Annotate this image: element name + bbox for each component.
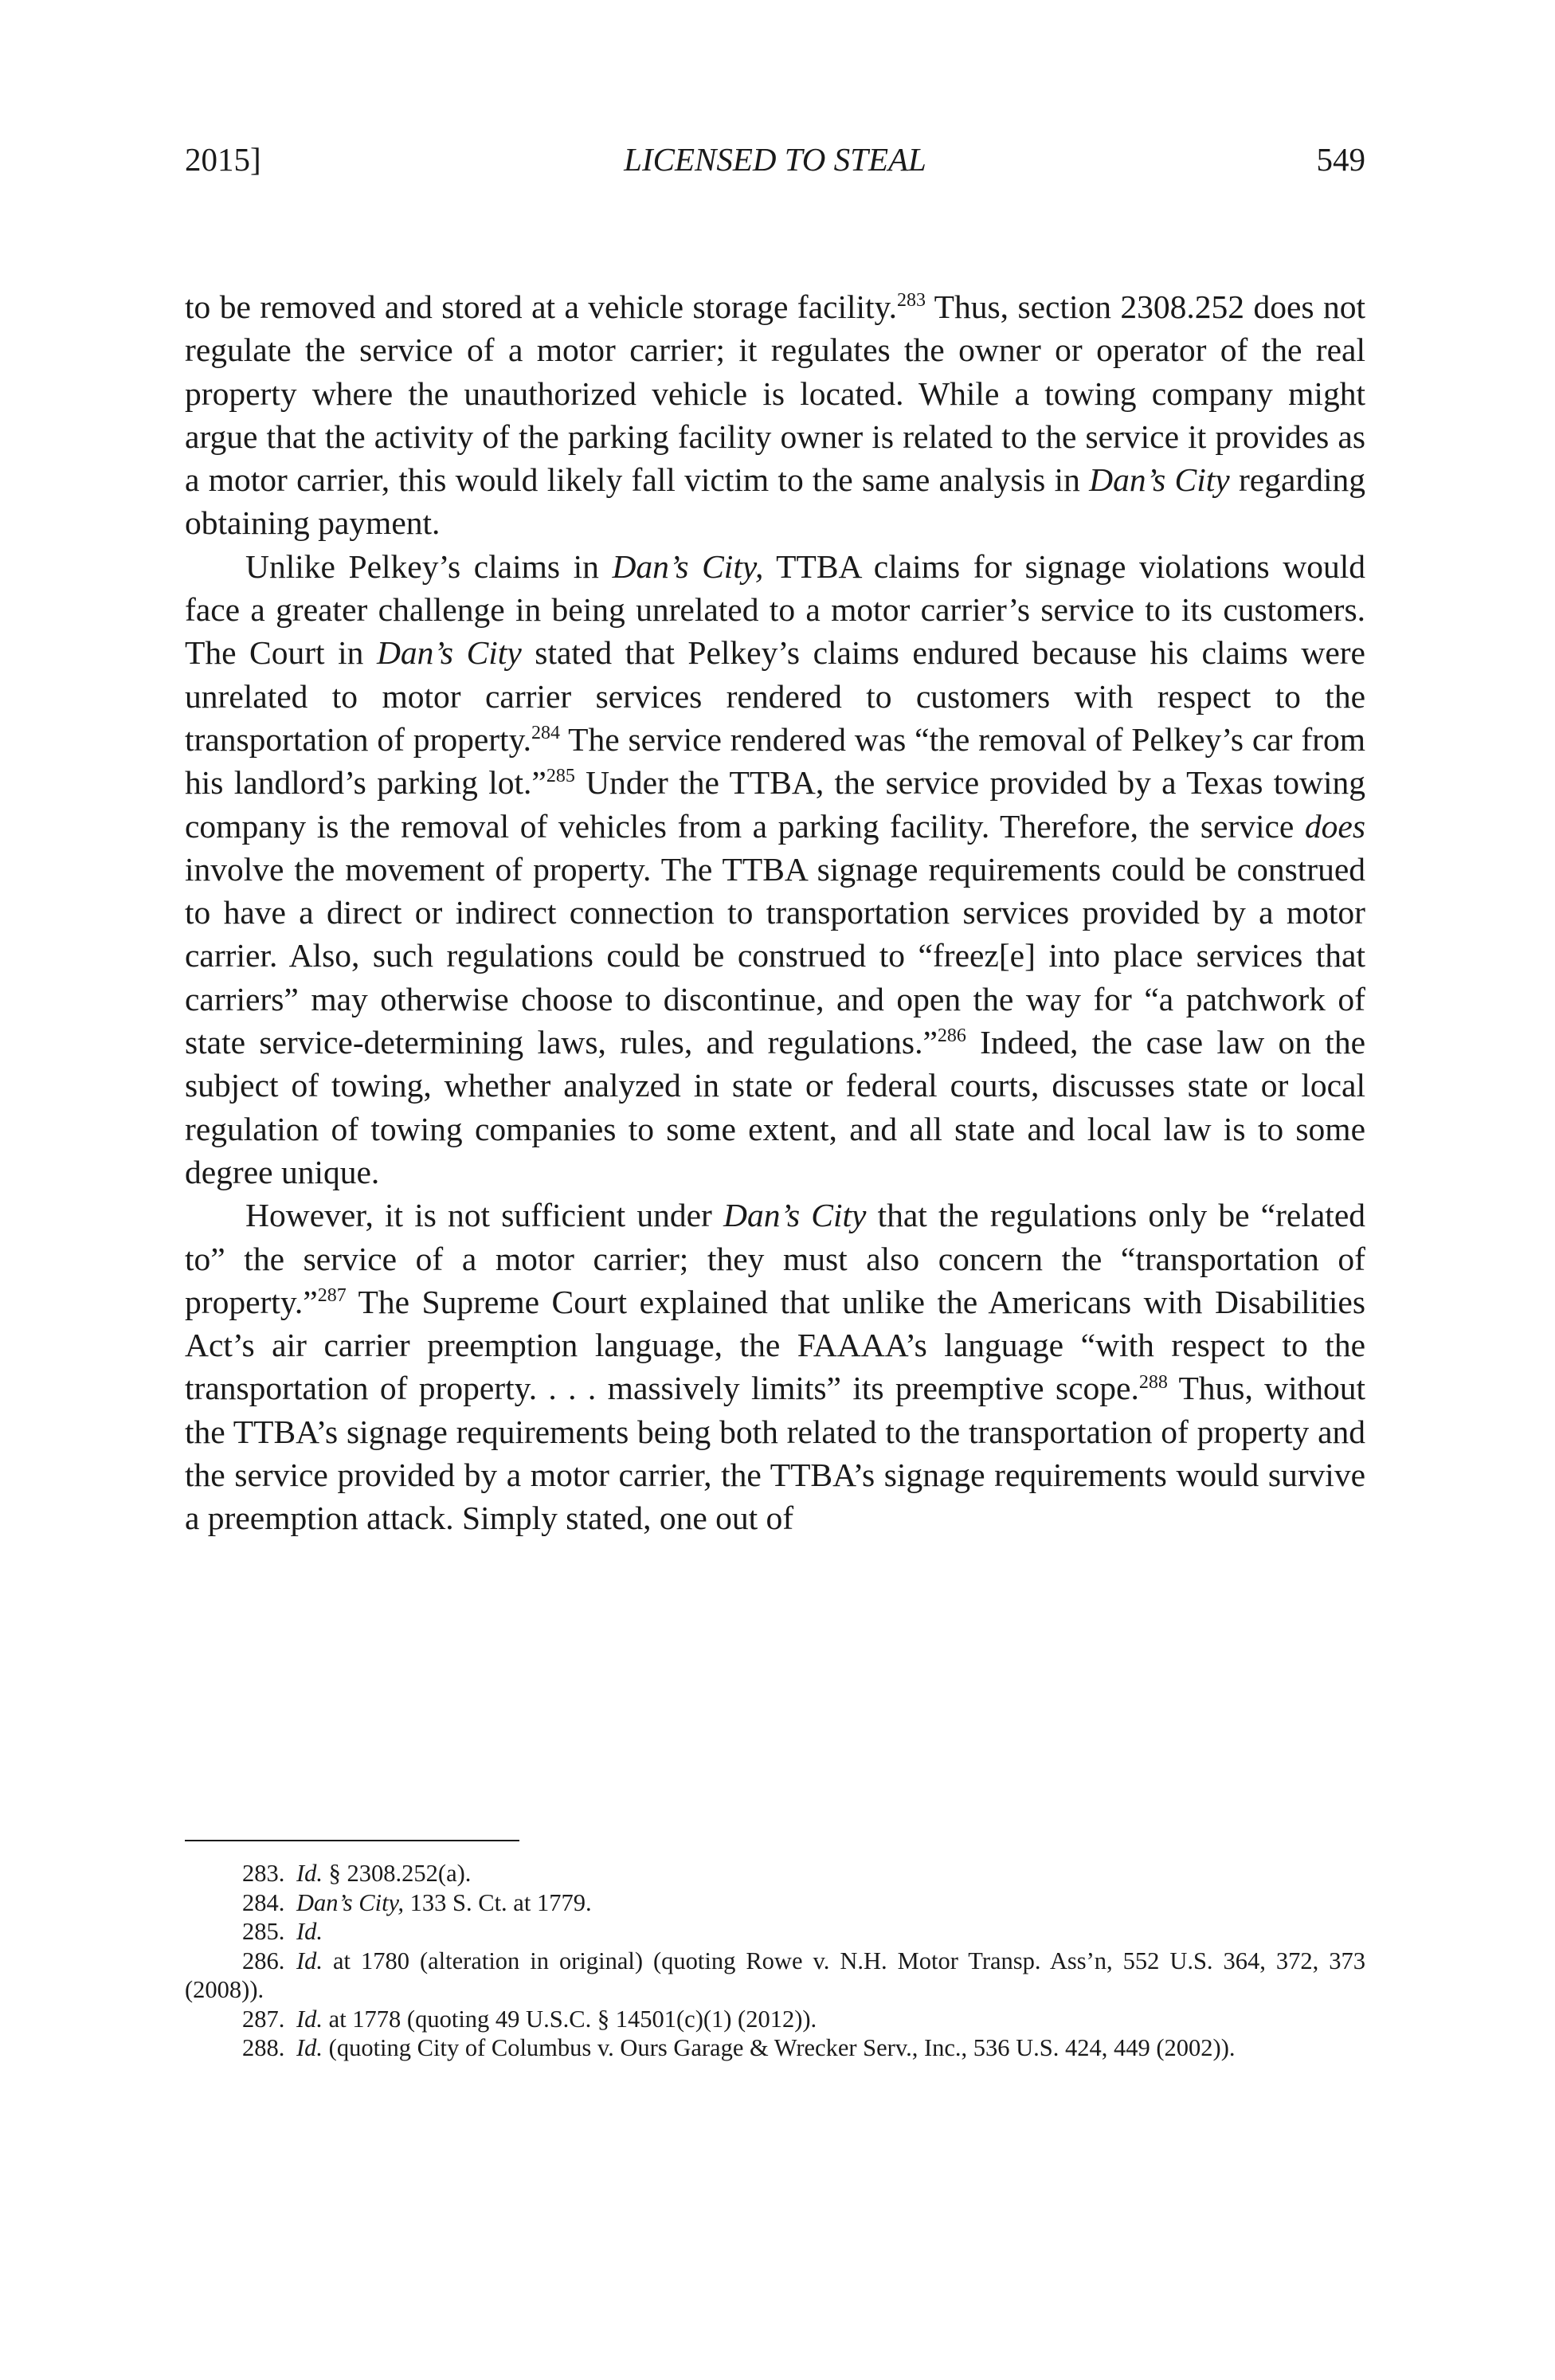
case-name: Dan’s City [723, 1197, 867, 1234]
case-name: Dan’s City, [612, 547, 764, 585]
page-number: 549 [1316, 141, 1365, 178]
running-header [185, 140, 1365, 188]
paragraph-3: However, it is not sufficient under Dan’s City that the regulations only be “related to” the service of a motor carrier; they must also concern the “transportation of property.”$^{287}$ The Supreme Court explained that unlike the Americans with Disabilities Act’s air carrier preemption language, the FAAAA’s language “with respect to the transportation of property. . . . massively limits” its preemptive scope.$^{288}$ Thus, without the TTBA’s signage requirements being both related to the transportation of property and the service provided by a motor carrier, the TTBA’s signage requirements would survive a preemption attack. Simply stated, one out of [185, 1197, 1365, 1537]
footnote-ref-286[interactable]: 286 [937, 1025, 966, 1047]
footnote-ref-285[interactable]: 285 [546, 766, 575, 787]
header-title: LICENSED TO STEAL [624, 141, 926, 178]
paragraph-2: Unlike Pelkey’s claims in Dan’s City, TTBA claims for signage violations would face a greater challenge in being unrelated to a motor carrier’s service to its customers. The Court in Dan’s City stated that Pelkey’s claims endured because his claims were unrelated to motor carrier services rendered to customers with respect to the transportation of property.$^{284}$ The service rendered was “the removal of Pelkey’s car from his landlord’s parking lot.”$^{285}$ Under the TTBA, the service provided by a Texas towing company is the removal of vehicles from a parking facility. Therefore, the service does involve the movement of property. The TTBA signage requirements could be construed to have a direct or indirect connection to transportation services provided by a motor carrier. Also, such regulations could be construed to “freez[e] into place services that carriers” may otherwise choose to discontinue, and open the way for “a patchwork of state service-determining laws, rules, and regulations.”$^{286}$ Indeed, the case law on the subject of towing, whether analyzed in state or federal courts, discusses state or local regulation of towing companies to some extent, and all state and local law is to some degree unique. [185, 547, 1366, 1190]
paragraph-1: to be removed and stored at a vehicle storage facility.$^{283}$ Thus, section 2308.252 does not regulate the service of a motor carrier; it regulates the owner or operator of the real property where the unauthorized vehicle is located. While a towing company might argue that the activity of the parking facility owner is related to the service it provides as a motor carrier, this would likely fall victim to the same analysis in Dan’s City regarding obtaining payment. [185, 288, 1365, 542]
footnotes [185, 1859, 1365, 2063]
header-year: 2015] [185, 141, 261, 178]
case-name: Dan’s City [1089, 461, 1230, 499]
emphasis: does [1304, 807, 1365, 845]
footnote-ref-284[interactable]: 284 [531, 723, 561, 744]
footnote-288: 288. Id. (quoting City of Columbus v. Ours Garage & Wrecker Serv., Inc., 536 U.S. 424, 449 (2002)). [242, 2034, 1236, 2061]
case-name: Dan’s City [376, 634, 522, 672]
footnote-283: 283. Id. § 2308.252(a). [242, 1860, 472, 1887]
footnote-ref-283[interactable]: 283 [897, 290, 926, 312]
footnote-286: 286. Id. at 1780 (alteration in original) (quoting Rowe v. N.H. Motor Transp. Ass’n, 552 U.S. 364, 372, 373 (2008)). [185, 1947, 1365, 2003]
footnote-divider [185, 1840, 519, 1841]
footnote-ref-287[interactable]: 287 [317, 1285, 347, 1306]
footnote-ref-288[interactable]: 288 [1138, 1371, 1168, 1393]
footnote-287: 287. Id. at 1778 (quoting 49 U.S.C. § 14501(c)(1) (2012)). [242, 2005, 817, 2033]
footnote-285: 285. Id. [242, 1918, 323, 1945]
main-text [185, 285, 1365, 1540]
footnote-284: 284. Dan’s City, 133 S. Ct. at 1779. [242, 1888, 592, 1916]
